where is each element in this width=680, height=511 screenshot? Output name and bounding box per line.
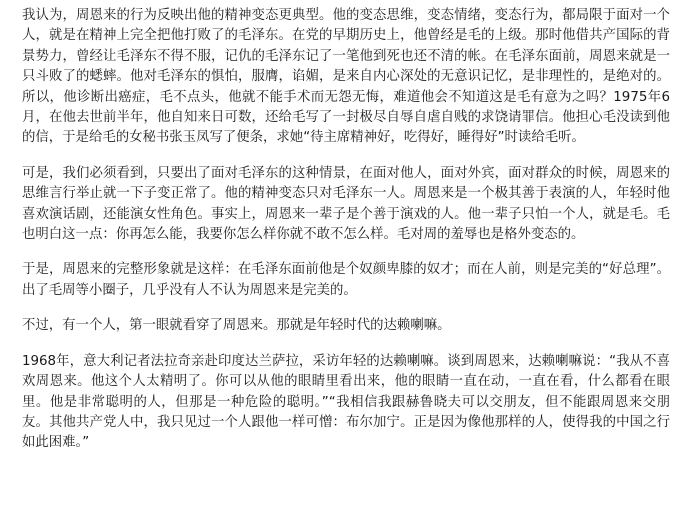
paragraph-4: 不过，有一个人，第一眼就看穿了周恩来。那就是年轻时代的达赖喇嘛。 — [22, 318, 451, 334]
paragraph-5: 1968年，意大利记者法拉奇亲赴印度达兰萨拉，采访年轻的达赖喇嘛。谈到周恩来，达赖喇嘛说：“我从不喜欢周恩来。他这个人太精明了。你可以从他的眼睛里看出来，他的眼睛一直在动，一直在看，什么都看在眼里。他是非常聪明的人，但那是一种危险的聪明。”“我相信我跟赫鲁晓夫可以交朋友，但不能跟周恩来交朋友。其他共产党人中，我只见过一个人跟他一样可憎：布尔加宁。正是因为像他那样的人，使得我的中国之行如此困难。” — [22, 353, 670, 451]
paragraph-3: 于是，周恩来的完整形象就是这样：在毛泽东面前他是个奴颜卑膝的奴才；而在人前，则是完美的“好总理”。出了毛周等小圈子，几乎没有人不认为周恩来是完美的。 — [22, 262, 670, 298]
paragraph-2: 可是，我们必须看到，只要出了面对毛泽东的这种情景，在面对他人，面对外宾，面对群众的时候，周恩来的思维言行举止就一下子变正常了。他的精神变态只对毛泽东一人。周恩来是一个极其善于表演的人，年轻时他喜欢演话剧，还能演女性角色。事实上，周恩来一辈子是个善于演戏的人。他一辈子只怕一个人，就是毛。毛也明白这一点：你再怎么能，我要你怎么样你就不敢不怎么样。毛对周的羞辱也是格外变态的。 — [22, 165, 670, 243]
paragraph-1: 我认为，周恩来的行为反映出他的精神变态更典型。他的变态思维，变态情绪，变态行为，都局限于面对一个人，就是在精神上完全把他打败了的毛泽东。在党的早期历史上，他曾经是毛的上级。那时他借共产国际的背景势力，曾经让毛泽东不得不服，记仇的毛泽东记了一笔他到死也还不清的帐。在毛泽东面前，周恩来就是一只斗败了的蟋蟀。他对毛泽东的惧怕，服膺，谄媚，是来自内心深处的无意识记忆，是非理性的，是绝对的。所以，他诊断出癌症，毛不点头，他就不能手术而无怨无悔，难道他会不知道这是毛有意为之吗？1975年6月，在他去世前半年，他自知来日可数，还给毛写了一封极尽自辱自虐自贱的求饶请罪信。他担心毛没读到他的信，于是给毛的女秘书张玉凤写了便条，求她“待主席精神好，吃得好，睡得好”时读给毛听。 — [22, 8, 670, 146]
article-body — [22, 6, 670, 454]
